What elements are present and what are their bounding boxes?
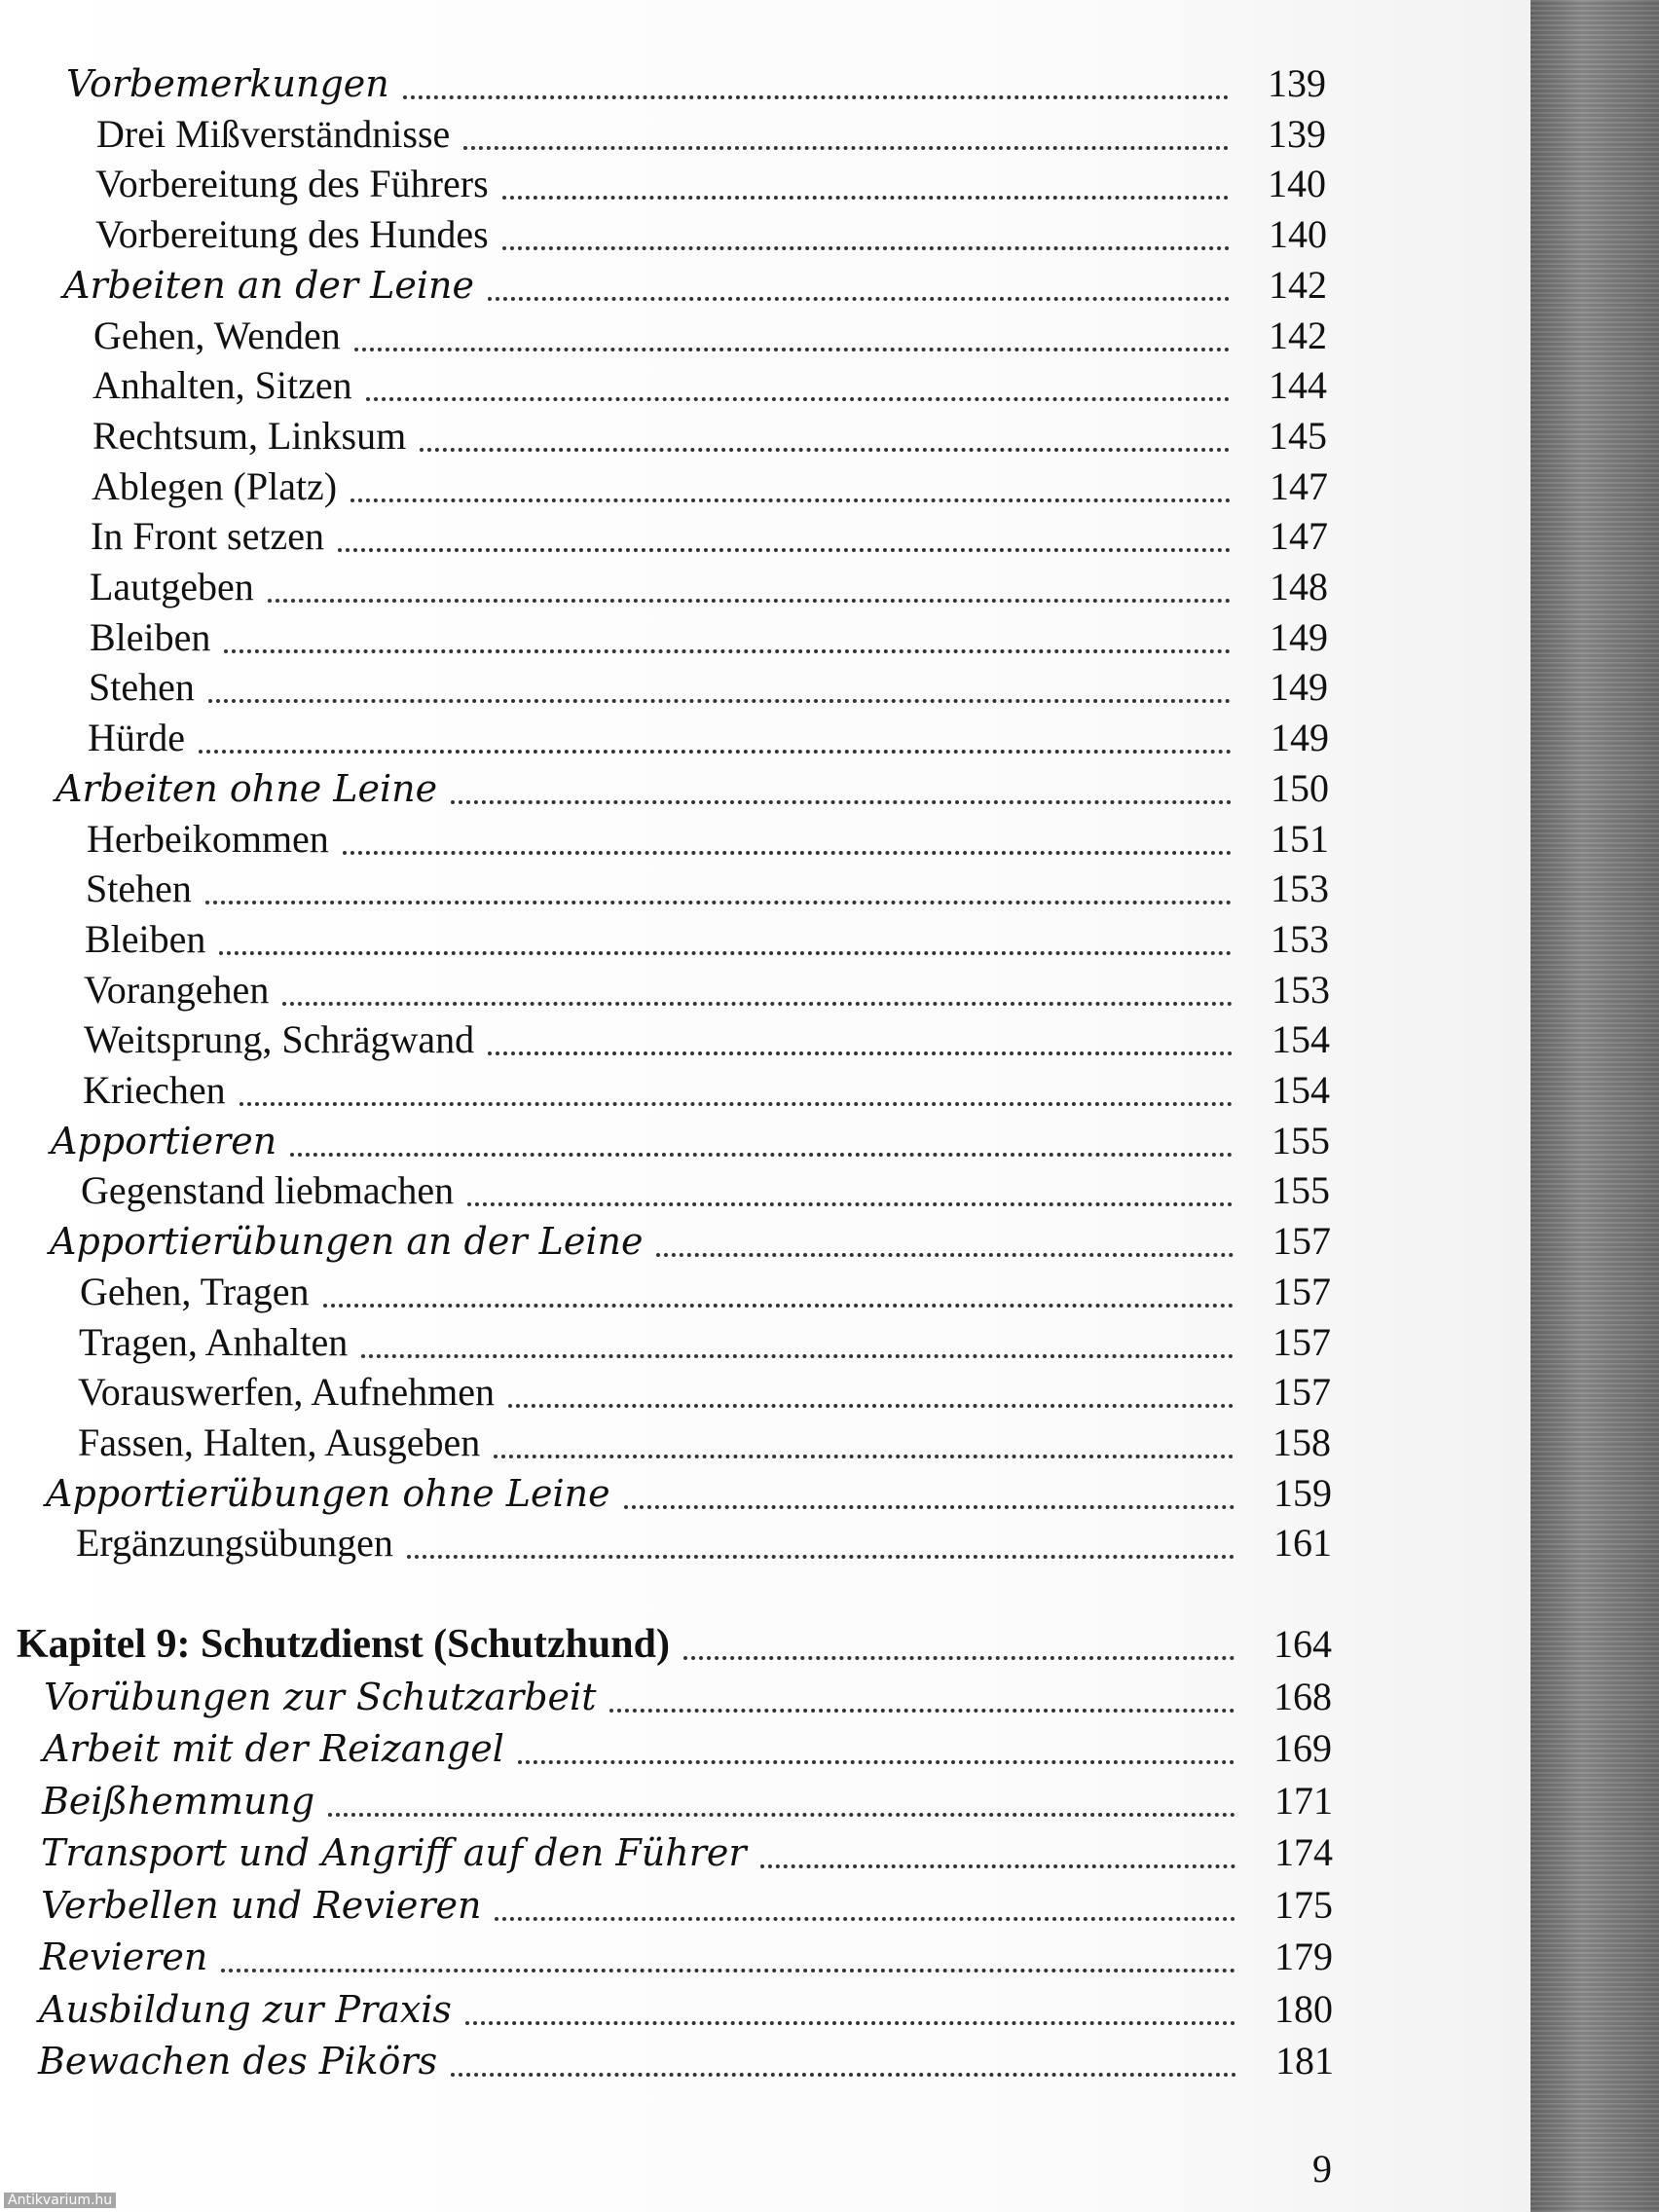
dot-leader [508, 1404, 1234, 1408]
toc-entry-title: Kapitel 9: Schutzdienst (Schutzhund) [17, 1622, 670, 1667]
toc-entry [41, 1882, 1333, 1929]
toc-entry-page: 142 [1269, 313, 1327, 357]
dot-leader [495, 1917, 1235, 1921]
toc-entry [55, 765, 1329, 812]
dot-leader [199, 750, 1232, 754]
dot-leader [323, 1304, 1234, 1308]
toc-entry-page: 169 [1273, 1726, 1332, 1770]
dot-leader [467, 1202, 1233, 1206]
watermark: Antikvarium.hu [4, 2193, 116, 2208]
toc-entry-title: Stehen [86, 866, 192, 911]
toc-entry-page: 154 [1272, 1017, 1330, 1062]
toc-entry-title: Vorauswerfen, Aufnehmen [78, 1370, 496, 1415]
toc-entry [76, 1520, 1332, 1567]
toc-entry-page: 181 [1275, 2039, 1334, 2083]
toc-entry-page: 139 [1268, 111, 1326, 156]
dot-leader [656, 1253, 1234, 1257]
toc-entry-title: Anhalten, Sitzen [92, 363, 352, 408]
toc-entry-title: Ablegen (Platz) [92, 463, 338, 508]
dot-leader [361, 1354, 1234, 1358]
toc-entry [46, 1470, 1332, 1517]
toc-entry-page: 154 [1272, 1068, 1330, 1112]
toc-entry-title: Vorbereitung des Führers [95, 162, 489, 206]
dot-leader [502, 196, 1229, 200]
toc-entry-page: 157 [1272, 1370, 1331, 1415]
toc-entry [84, 1016, 1330, 1063]
toc-entry-title: Bewachen des Pikörs [38, 2040, 438, 2083]
dot-leader [282, 1002, 1233, 1006]
toc-entry-title: Apportierübungen an der Leine [50, 1220, 644, 1264]
toc-entry-page: 161 [1273, 1521, 1332, 1566]
dot-leader [502, 246, 1230, 250]
toc-entry-page: 147 [1270, 463, 1328, 508]
toc-entry-page: 144 [1269, 363, 1327, 408]
page-number: 9 [1312, 2147, 1332, 2191]
toc-entry-page: 140 [1268, 162, 1326, 206]
dot-leader [683, 1656, 1235, 1660]
toc-entry-page: 150 [1271, 765, 1329, 810]
dot-leader [366, 397, 1230, 401]
toc-entry [88, 715, 1329, 761]
dot-leader [760, 1864, 1235, 1868]
toc-entry-title: Ausbildung zur Praxis [39, 1987, 452, 2031]
toc-entry [81, 1167, 1330, 1214]
dot-leader [219, 951, 1232, 955]
toc-entry-title: Apportierübungen ohne Leine [46, 1471, 610, 1515]
toc-entry [86, 866, 1329, 912]
toc-entry [78, 1419, 1331, 1466]
toc-entry-page: 157 [1272, 1269, 1331, 1313]
toc-entry-page: 155 [1272, 1168, 1330, 1213]
dot-leader [624, 1505, 1235, 1509]
dot-leader [451, 800, 1232, 804]
toc-entry [41, 1829, 1333, 1876]
toc-entry [66, 60, 1326, 107]
toc-entry-title: Hürde [88, 716, 185, 760]
toc-entry [96, 111, 1326, 158]
dot-leader [407, 1555, 1235, 1559]
dot-leader [403, 95, 1229, 99]
toc-entry-title: Gehen, Wenden [93, 313, 341, 357]
toc-entry [80, 1269, 1331, 1315]
toc-entry [85, 916, 1329, 963]
dot-leader [240, 1102, 1233, 1106]
toc-entry-page: 142 [1269, 262, 1327, 307]
toc-entry-page: 153 [1271, 866, 1329, 911]
toc-entry-title: Apportieren [51, 1119, 277, 1162]
toc-entry-title: Bleiben [90, 614, 211, 659]
toc-entry-page: 153 [1272, 967, 1330, 1012]
toc-entry-title: Vorangehen [84, 967, 270, 1012]
dot-leader [205, 901, 1232, 904]
toc-entry [93, 313, 1327, 359]
dot-leader [488, 297, 1230, 301]
toc-entry-title: Arbeiten an der Leine [63, 263, 474, 307]
toc-entry-page: 174 [1274, 1830, 1333, 1874]
toc-entry-title: Tragen, Anhalten [79, 1319, 349, 1364]
toc-entry-page: 164 [1273, 1622, 1332, 1666]
toc-entry-page: 149 [1271, 716, 1329, 760]
dot-leader [268, 599, 1231, 603]
toc-entry-title: Herbeikommen [87, 816, 329, 861]
toc-entry-title: Beißhemmung [42, 1779, 315, 1823]
toc-entry-title: Arbeiten ohne Leine [55, 766, 438, 810]
toc-entry [44, 1674, 1332, 1720]
toc-entry-page: 149 [1270, 665, 1328, 710]
toc-entry-page: 179 [1274, 1935, 1333, 1978]
toc-entry-page: 171 [1274, 1778, 1333, 1823]
toc-entry [78, 1369, 1331, 1416]
toc-entry-title: Drei Mißverständnisse [96, 111, 451, 156]
toc-entry [43, 1725, 1332, 1772]
dot-leader [463, 146, 1229, 150]
dot-leader [518, 1760, 1235, 1764]
page-stack-edge [1530, 0, 1659, 2212]
toc-entry [42, 1778, 1333, 1825]
dot-leader [609, 1709, 1235, 1713]
toc-entry-title: Verbellen und Revieren [41, 1883, 482, 1927]
dot-leader [494, 1455, 1234, 1458]
toc-entry-page: 168 [1273, 1674, 1332, 1718]
toc-entry-title: Kriechen [83, 1068, 226, 1112]
dot-leader [338, 548, 1231, 552]
dot-leader [221, 1969, 1235, 1972]
toc-entry-page: 175 [1274, 1882, 1333, 1927]
toc-entry-page: 149 [1270, 614, 1328, 659]
toc-entry-title: Revieren [40, 1936, 208, 1978]
toc-entry [17, 1621, 1332, 1668]
toc-entry [87, 816, 1329, 863]
toc-entry-title: Ergänzungsübungen [76, 1521, 393, 1566]
toc-entry-page: 153 [1271, 916, 1329, 961]
toc-entry-page: 159 [1273, 1470, 1332, 1515]
toc-entry-page: 157 [1272, 1319, 1331, 1364]
toc-entry-page: 157 [1272, 1219, 1331, 1264]
dot-leader [488, 1051, 1233, 1055]
toc-entry-title: Rechtsum, Linksum [92, 413, 407, 458]
toc-entry-page: 148 [1270, 565, 1328, 608]
dot-leader [465, 2021, 1235, 2025]
dot-leader [420, 448, 1230, 452]
toc-entry-page: 158 [1272, 1419, 1331, 1464]
toc-entry [90, 564, 1328, 610]
dot-leader [208, 699, 1231, 703]
toc-entry [95, 211, 1327, 258]
toc-entry-page: 180 [1274, 1986, 1333, 2031]
toc-entry-title: Gegenstand liebmachen [81, 1168, 455, 1213]
toc-entry [50, 1218, 1331, 1265]
toc-entry-page: 139 [1268, 61, 1326, 105]
toc-entry-title: In Front setzen [91, 514, 324, 559]
dot-leader [290, 1153, 1233, 1157]
toc-entry [84, 967, 1330, 1014]
toc-entry [51, 1118, 1330, 1164]
toc-entry-title: Lautgeben [90, 565, 254, 608]
toc-entry [95, 161, 1326, 207]
toc-entry-title: Vorübungen zur Schutzarbeit [44, 1675, 597, 1718]
toc-entry [92, 362, 1327, 409]
toc-entry-title: Fassen, Halten, Ausgeben [78, 1419, 481, 1464]
toc-entry-page: 145 [1269, 413, 1327, 458]
toc-entry-page: 147 [1270, 514, 1328, 559]
dot-leader [350, 498, 1231, 502]
toc-entry-title: Vorbereitung des Hundes [95, 212, 489, 257]
toc-entry [92, 463, 1328, 510]
toc-entry-title: Transport und Angriff auf den Führer [41, 1831, 747, 1874]
toc-entry-title: Bleiben [85, 916, 206, 961]
toc-entry-page: 151 [1271, 816, 1329, 861]
toc-entry [39, 1986, 1333, 2033]
toc-entry-title: Gehen, Tragen [80, 1269, 310, 1313]
toc-entry [89, 664, 1328, 711]
toc-entry [83, 1067, 1330, 1114]
toc-entry-page: 140 [1269, 212, 1327, 257]
dot-leader [224, 649, 1231, 653]
toc-entry [63, 262, 1327, 309]
toc-entry-title: Vorbemerkungen [66, 62, 389, 105]
dot-leader [328, 1813, 1235, 1817]
dot-leader [354, 348, 1230, 351]
toc-entry [92, 413, 1327, 460]
toc-entry [79, 1319, 1331, 1366]
toc-entry-title: Arbeit mit der Reizangel [43, 1727, 504, 1770]
toc-entry [90, 614, 1328, 661]
toc-entry-title: Stehen [89, 665, 195, 710]
toc-entry [91, 513, 1328, 560]
toc-entry [40, 1934, 1333, 1980]
toc-entry-page: 155 [1272, 1118, 1330, 1162]
dot-leader [451, 2073, 1236, 2077]
dot-leader [343, 851, 1232, 855]
toc-entry [38, 2038, 1334, 2084]
toc-entry-title: Weitsprung, Schrägwand [84, 1017, 475, 1062]
